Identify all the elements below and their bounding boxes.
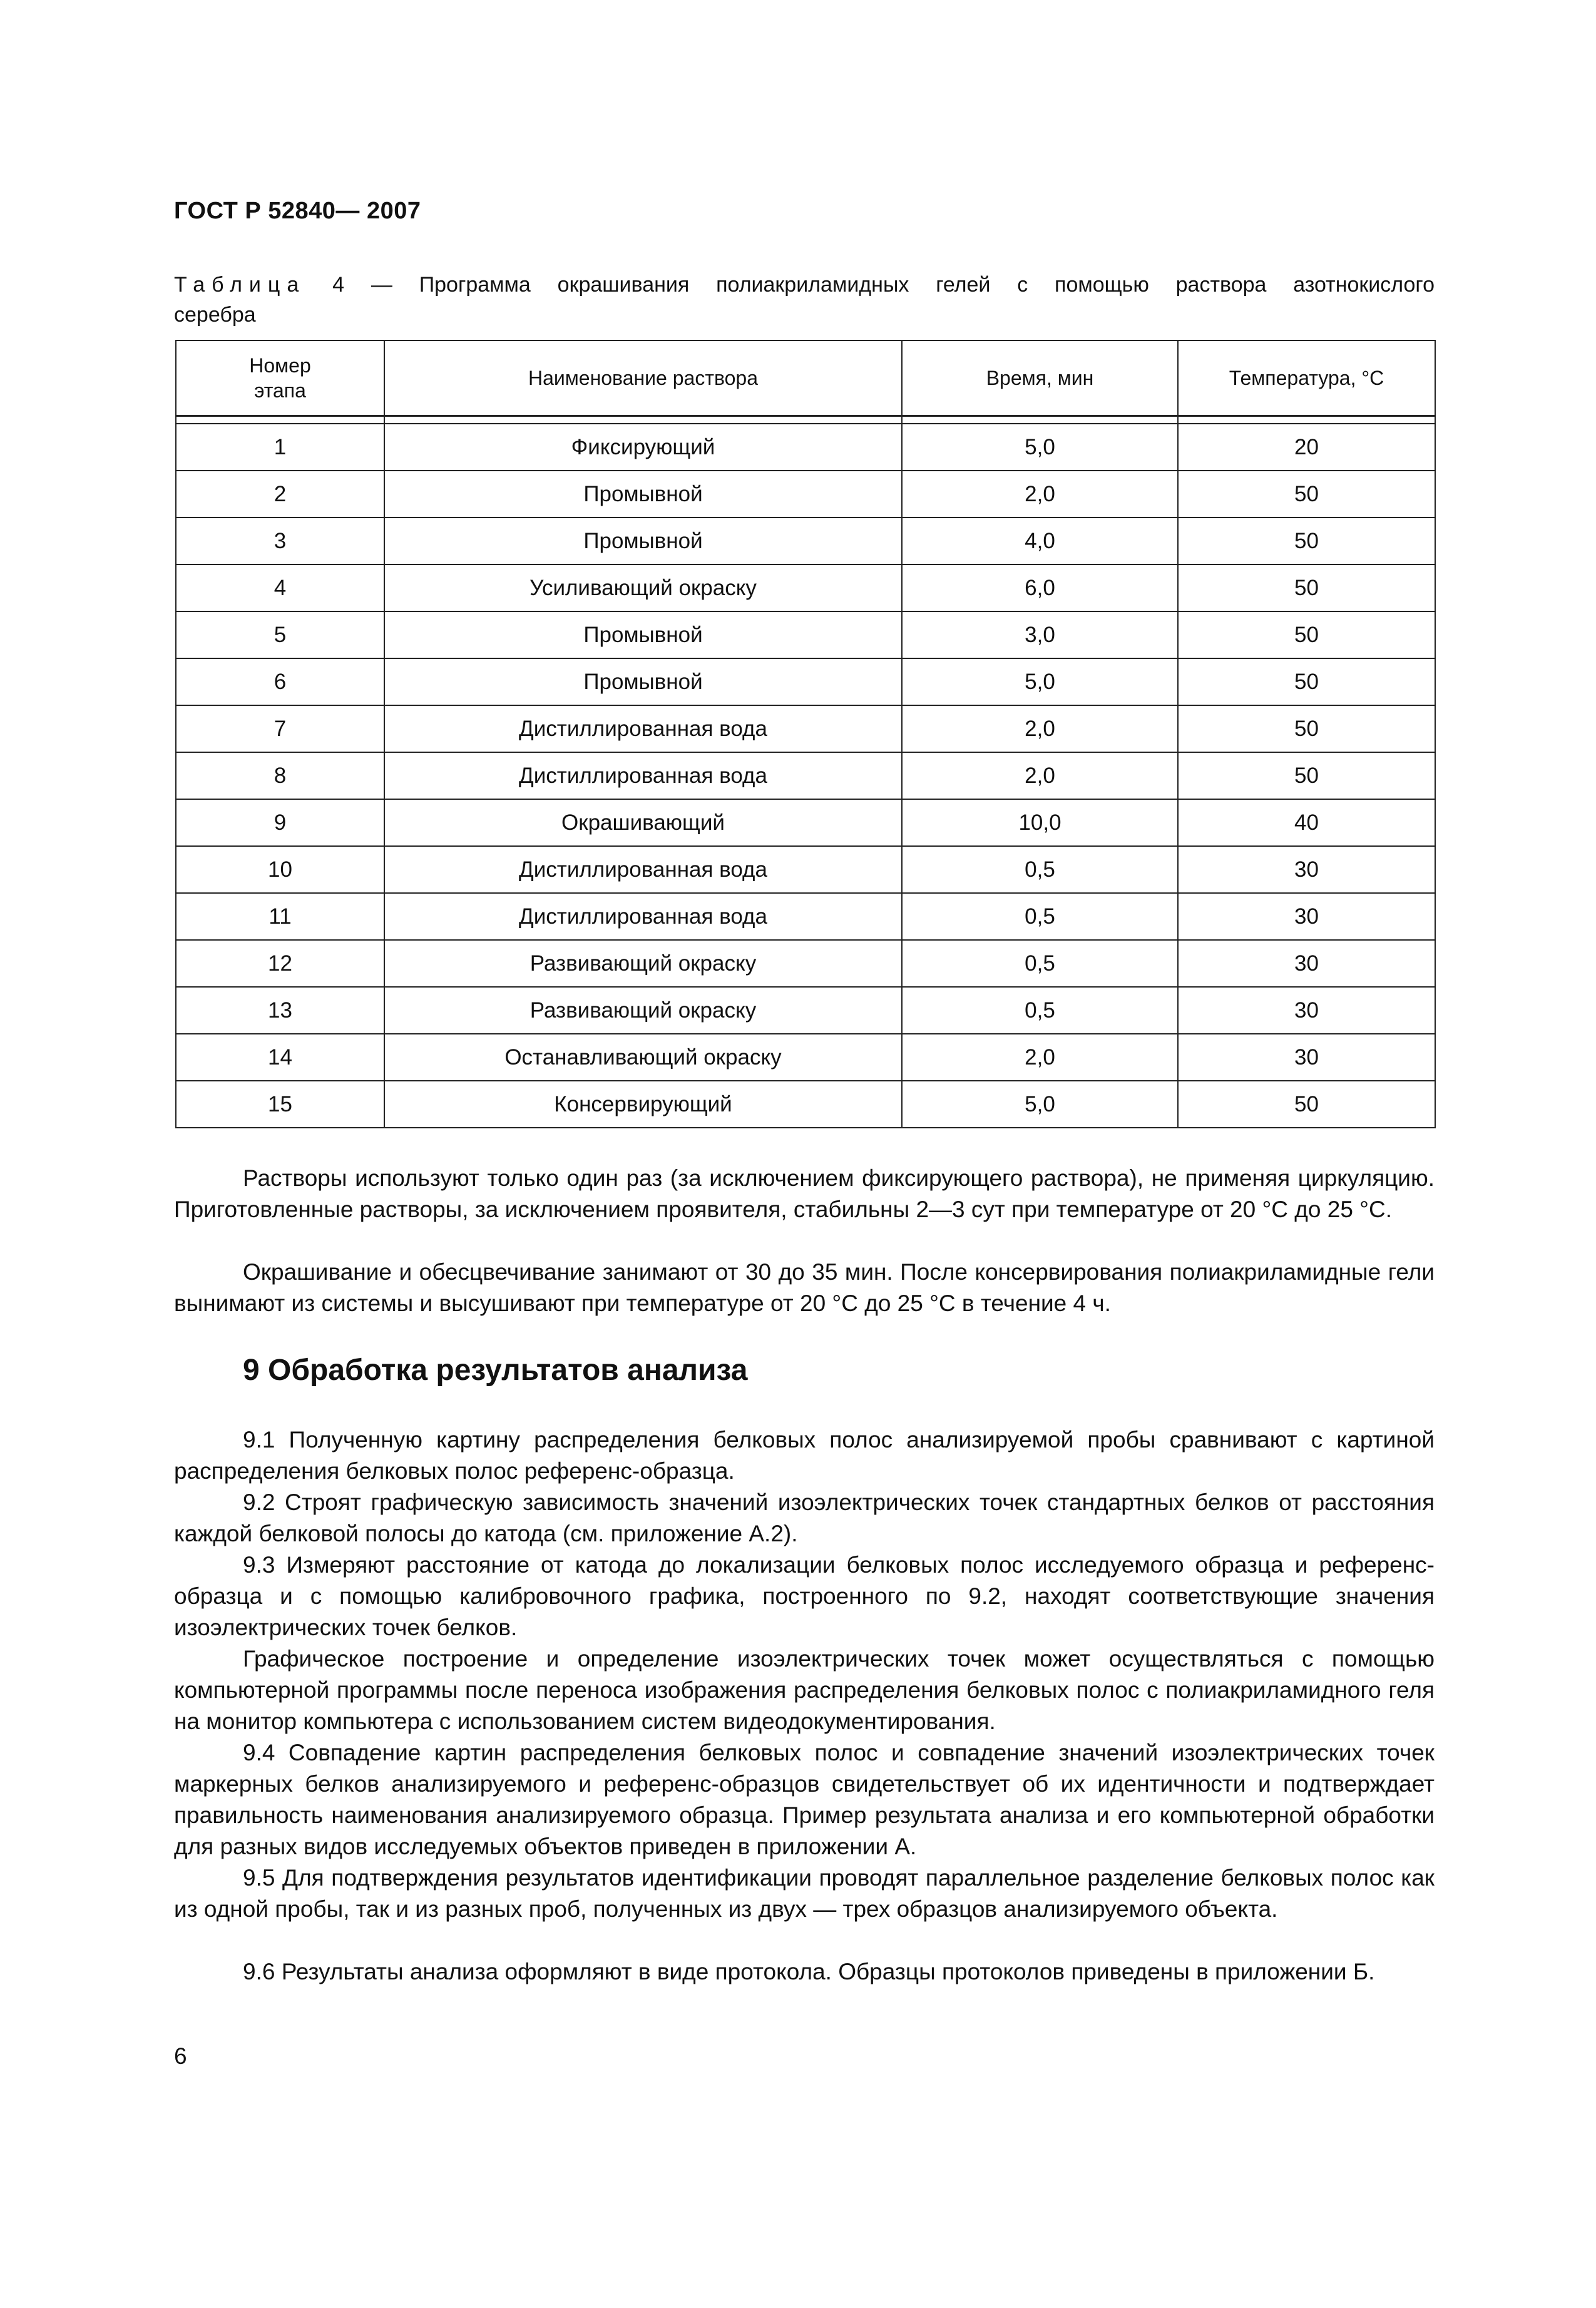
cell-temperature: 50 [1178, 1081, 1435, 1128]
table-row [176, 799, 1435, 846]
table-row [176, 1081, 1435, 1128]
cell-time: 6,0 [902, 564, 1178, 611]
cell-solution-name: Промывной [384, 471, 902, 518]
cell-temperature: 50 [1178, 471, 1435, 518]
table-caption-line2: серебра [174, 303, 256, 327]
column-header-time: Время, мин [902, 340, 1178, 416]
clause-9-3: 9.3 Измеряют расстояние от катода до локализации белковых полос исследуемого образца и референс-образца и с помощью калибровочного графика, построенного по 9.2, находят соответствующие значения изоэлектрических точек белков. [174, 1552, 1435, 1640]
cell-solution-name: Дистиллированная вода [384, 893, 902, 940]
section-heading: 9 Обработка результатов анализа [243, 1354, 748, 1387]
table-caption-word: Таблица [174, 273, 306, 297]
table-row [176, 940, 1435, 987]
column-header-stage: Номер этапа [176, 340, 384, 416]
clause-9-6: 9.6 Результаты анализа оформляют в виде протокола. Образцы протоколов приведены в приложении Б. [243, 1959, 1375, 1984]
cell-solution-name: Дистиллированная вода [384, 846, 902, 893]
table-row [176, 471, 1435, 518]
table-row [176, 1034, 1435, 1081]
table-row [176, 987, 1435, 1034]
table-row [176, 705, 1435, 752]
column-header-temperature: Температура, °С [1178, 340, 1435, 416]
cell-stage-number: 8 [176, 752, 384, 799]
cell-time: 0,5 [902, 846, 1178, 893]
staining-program-table [175, 340, 1436, 1128]
cell-solution-name: Консервирующий [384, 1081, 902, 1128]
cell-temperature: 50 [1178, 564, 1435, 611]
cell-stage-number: 13 [176, 987, 384, 1034]
cell-stage-number: 7 [176, 705, 384, 752]
cell-solution-name: Промывной [384, 658, 902, 705]
paragraph-solutions-usage: Растворы используют только один раз (за исключением фиксирующего раствора), не применяя циркуляцию. Приготовленные растворы, за исключением проявителя, стабильны 2—3 сут при температуре от 20 °С до 25 °С. [174, 1165, 1435, 1222]
cell-time: 3,0 [902, 611, 1178, 658]
cell-stage-number: 5 [176, 611, 384, 658]
cell-stage-number: 10 [176, 846, 384, 893]
cell-time: 5,0 [902, 1081, 1178, 1128]
cell-temperature: 40 [1178, 799, 1435, 846]
cell-temperature: 50 [1178, 658, 1435, 705]
cell-time: 5,0 [902, 658, 1178, 705]
cell-temperature: 30 [1178, 987, 1435, 1034]
table-row [176, 893, 1435, 940]
paragraph-staining-duration: Окрашивание и обесцвечивание занимают от 30 до 35 мин. После консервирования полиакриламидные гели вынимают из системы и высушивают при температуре от 20 °С до 25 °С в течение 4 ч. [174, 1259, 1435, 1316]
cell-temperature: 50 [1178, 611, 1435, 658]
table-header-separator [176, 416, 1435, 424]
clause-9-2: 9.2 Строят графическую зависимость значений изоэлектрических точек стандартных белков от расстояния каждой белковой полосы до катода (см. приложение А.2). [174, 1489, 1435, 1546]
cell-solution-name: Окрашивающий [384, 799, 902, 846]
cell-time: 2,0 [902, 471, 1178, 518]
cell-solution-name: Останавливающий окраску [384, 1034, 902, 1081]
cell-stage-number: 12 [176, 940, 384, 987]
cell-time: 2,0 [902, 1034, 1178, 1081]
table-row [176, 658, 1435, 705]
cell-stage-number: 15 [176, 1081, 384, 1128]
cell-stage-number: 14 [176, 1034, 384, 1081]
clause-9-1: 9.1 Полученную картину распределения белковых полос анализируемой пробы сравнивают с картиной распределения белковых полос референс-образца. [174, 1427, 1435, 1484]
cell-solution-name: Промывной [384, 518, 902, 564]
cell-solution-name: Фиксирующий [384, 424, 902, 471]
table-header-row [176, 340, 1435, 416]
cell-stage-number: 11 [176, 893, 384, 940]
table-row [176, 752, 1435, 799]
table-caption-text: 4 — Программа окрашивания полиакриламидных гелей с помощью раствора азотнокислого [332, 273, 1435, 297]
document-code: ГОСТ Р 52840— 2007 [174, 198, 421, 224]
cell-temperature: 30 [1178, 940, 1435, 987]
cell-solution-name: Усиливающий окраску [384, 564, 902, 611]
cell-solution-name: Развивающий окраску [384, 940, 902, 987]
clause-9-3-note: Графическое построение и определение изоэлектрических точек может осуществляться с помощью компьютерной программы после переноса изображения распределения белковых полос с полиакриламидного геля на монитор компьютера с использованием систем видеодокументирования. [174, 1646, 1435, 1734]
table-row [176, 424, 1435, 471]
cell-solution-name: Промывной [384, 611, 902, 658]
table-row [176, 518, 1435, 564]
cell-stage-number: 6 [176, 658, 384, 705]
cell-stage-number: 1 [176, 424, 384, 471]
clause-9-4: 9.4 Совпадение картин распределения белковых полос и совпадение значений изоэлектрических точек маркерных белков анализируемого и референс-образцов свидетельствует об их идентичности и подтверждает правильность наименования анализируемого образца. Пример результата анализа и его компьютерной обработки для разных видов исследуемых объектов приведен в приложении А. [174, 1740, 1435, 1859]
cell-solution-name: Дистиллированная вода [384, 705, 902, 752]
column-header-solution: Наименование раствора [384, 340, 902, 416]
cell-time: 4,0 [902, 518, 1178, 564]
table-row [176, 611, 1435, 658]
cell-time: 10,0 [902, 799, 1178, 846]
cell-stage-number: 9 [176, 799, 384, 846]
table-row [176, 846, 1435, 893]
cell-temperature: 50 [1178, 518, 1435, 564]
clause-9-5: 9.5 Для подтверждения результатов идентификации проводят параллельное разделение белковых полос как из одной пробы, так и из разных проб, полученных из двух — трех образцов анализируемого объекта. [174, 1865, 1435, 1922]
cell-temperature: 30 [1178, 893, 1435, 940]
cell-temperature: 50 [1178, 752, 1435, 799]
table-row [176, 564, 1435, 611]
cell-stage-number: 4 [176, 564, 384, 611]
cell-time: 0,5 [902, 987, 1178, 1034]
cell-time: 0,5 [902, 893, 1178, 940]
cell-time: 2,0 [902, 752, 1178, 799]
cell-solution-name: Дистиллированная вода [384, 752, 902, 799]
cell-stage-number: 2 [176, 471, 384, 518]
page-number: 6 [174, 2043, 187, 2069]
cell-time: 0,5 [902, 940, 1178, 987]
cell-stage-number: 3 [176, 518, 384, 564]
cell-temperature: 50 [1178, 705, 1435, 752]
table-caption [174, 270, 1435, 299]
cell-time: 2,0 [902, 705, 1178, 752]
cell-temperature: 20 [1178, 424, 1435, 471]
cell-temperature: 30 [1178, 1034, 1435, 1081]
cell-time: 5,0 [902, 424, 1178, 471]
cell-temperature: 30 [1178, 846, 1435, 893]
cell-solution-name: Развивающий окраску [384, 987, 902, 1034]
